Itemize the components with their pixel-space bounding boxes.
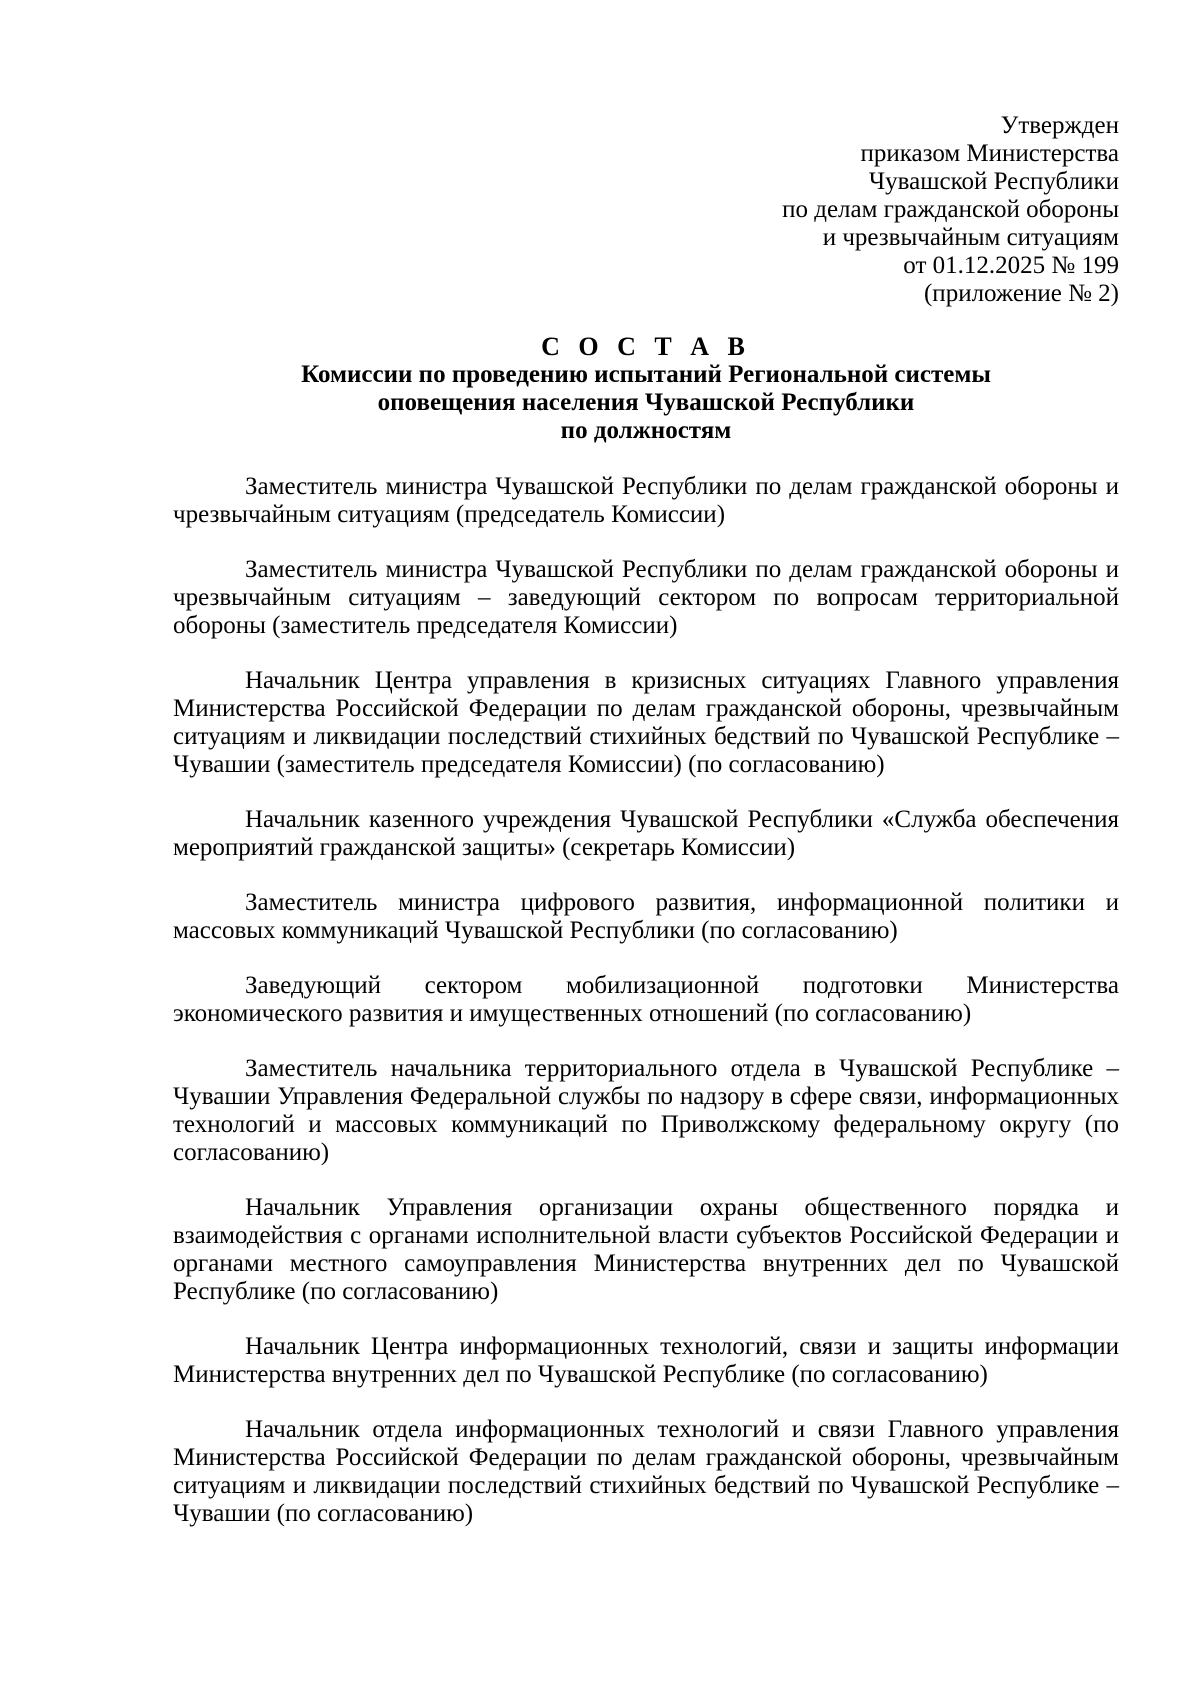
document-subtitle-line: Комиссии по проведению испытаний Региональной системы: [301, 361, 991, 388]
approval-line: и чрезвычайным ситуациям: [822, 224, 1119, 251]
approval-block: [173, 112, 1119, 308]
document-subtitle-line: по должностям: [560, 417, 732, 444]
document-title: С О С Т А В: [541, 332, 751, 361]
member-paragraph: Начальник Центра информационных технологий, связи и защиты информации Министерства внутренних дел по Чувашской Республике (по согласованию): [173, 1333, 1119, 1388]
approval-line: (приложение № 2): [923, 280, 1119, 307]
member-paragraph: Заместитель министра цифрового развития, информационной политики и массовых коммуникаций Чувашской Республики (по согласованию): [173, 889, 1119, 944]
document-heading: [173, 333, 1119, 445]
member-paragraph: Заместитель начальника территориального отдела в Чувашской Республике – Чувашии Управления Федеральной службы по надзору в сфере связи, информационных технологий и массовых коммуникаций по Приволжскому федеральному округу (по согласованию): [173, 1055, 1119, 1166]
approval-line: Утвержден: [1000, 112, 1119, 139]
member-paragraph: Заместитель министра Чувашской Республики по делам гражданской обороны и чрезвычайным ситуациям (председатель Комиссии): [173, 473, 1119, 528]
member-paragraph: Заместитель министра Чувашской Республики по делам гражданской обороны и чрезвычайным ситуациям – заведующий сектором по вопросам территориальной обороны (заместитель председателя Комиссии): [173, 556, 1119, 639]
approval-line: приказом Министерства: [860, 140, 1119, 167]
member-paragraph: Начальник Управления организации охраны общественного порядка и взаимодействия с органами исполнительной власти субъектов Российской Федерации и органами местного самоуправления Министерства внутренних дел по Чувашской Республике (по согласованию): [173, 1194, 1119, 1305]
member-paragraph: Начальник Центра управления в кризисных ситуациях Главного управления Министерства Российской Федерации по делам гражданской обороны, чрезвычайным ситуациям и ликвидации последствий стихийных бедствий по Чувашской Республике – Чувашии (заместитель председателя Комиссии) (по согласованию): [173, 667, 1119, 778]
document-page: [173, 112, 1119, 1555]
approval-line: от 01.12.2025 № 199: [903, 252, 1119, 279]
approval-line: по делам гражданской обороны: [782, 196, 1119, 223]
member-paragraph: Начальник казенного учреждения Чувашской Республики «Служба обеспечения мероприятий гражданской защиты» (секретарь Комиссии): [173, 806, 1119, 861]
member-paragraph: Начальник отдела информационных технологий и связи Главного управления Министерства Российской Федерации по делам гражданской обороны, чрезвычайным ситуациям и ликвидации последствий стихийных бедствий по Чувашской Республике – Чувашии (по согласованию): [173, 1416, 1119, 1527]
member-paragraph: Заведующий сектором мобилизационной подготовки Министерства экономического развития и имущественных отношений (по согласованию): [173, 972, 1119, 1027]
members-list: [173, 473, 1119, 1528]
approval-line: Чувашской Республики: [868, 168, 1119, 195]
document-subtitle-line: оповещения населения Чувашской Республики: [377, 389, 915, 416]
